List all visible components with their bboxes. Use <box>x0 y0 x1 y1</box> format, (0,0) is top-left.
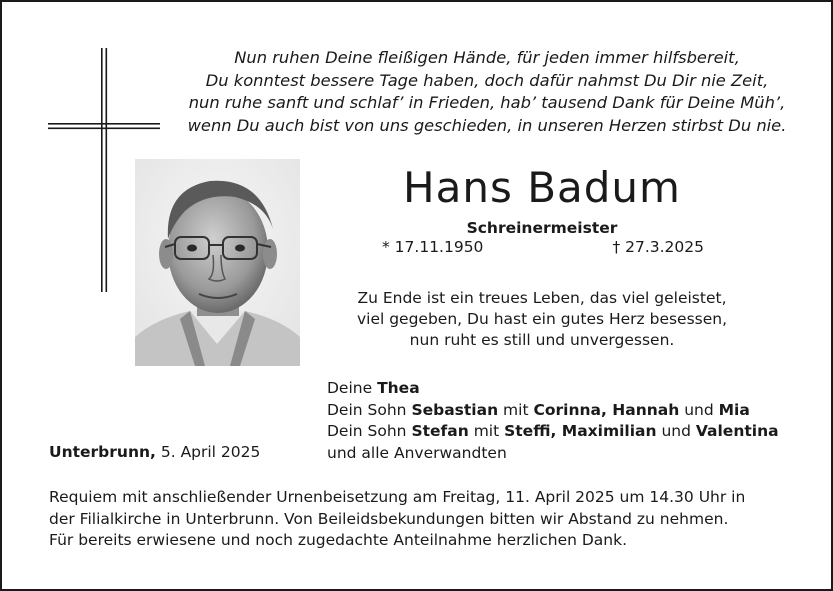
mourner-connector: und <box>656 422 696 440</box>
place-and-date <box>49 442 260 463</box>
mourner-son: Stefan <box>411 422 469 440</box>
requiem-notice <box>49 487 809 552</box>
requiem-line: Requiem mit anschließender Urnenbeisetzung am Freitag, 11. April 2025 um 14.30 Uhr in <box>49 488 746 506</box>
mourners-list <box>327 378 827 464</box>
mourner-partners: Steffi, Maximilian <box>504 422 657 440</box>
place-town: Unterbrunn, <box>49 443 156 461</box>
mourner-wife: Thea <box>377 379 420 397</box>
mourner-son: Sebastian <box>411 400 499 419</box>
mourner-connector: und <box>679 400 719 419</box>
mourner-prefix: Dein Sohn <box>327 400 412 419</box>
mourner-line-son-1 <box>327 400 827 422</box>
mourner-prefix: Dein Sohn <box>327 422 412 440</box>
verse-middle <box>322 288 762 351</box>
mourner-line-son-2 <box>327 421 827 443</box>
verse-top-line: Du konntest bessere Tage haben, doch dafür nahmst Du Dir nie Zeit, <box>205 70 769 90</box>
verse-top-line: nun ruhe sanft und schlaf’ in Frieden, hab’ tausend Dank für Deine Müh’, <box>188 93 786 112</box>
notice-date: 5. April 2025 <box>155 443 261 461</box>
verse-middle-line: viel gegeben, Du hast ein gutes Herz besessen, <box>356 310 728 328</box>
mourner-line-wife <box>327 378 827 400</box>
death-date: † 27.3.2025 <box>612 238 704 256</box>
mourner-connector: mit <box>498 400 534 419</box>
requiem-line: der Filialkirche in Unterbrunn. Von Beileidsbekundungen bitten wir Abstand zu nehmen. <box>49 509 729 528</box>
mourner-last: Valentina <box>695 422 779 440</box>
requiem-line: Für bereits erwiesene und noch zugedachte Anteilnahme herzlichen Dank. <box>49 531 628 549</box>
mourner-line-relatives: und alle Anverwandten <box>327 443 507 462</box>
birth-date: * 17.11.1950 <box>382 238 484 256</box>
verse-middle-line: nun ruht es still und unvergessen. <box>409 331 675 349</box>
mourner-prefix: Deine <box>327 379 378 397</box>
verse-top-line: wenn Du auch bist von uns geschieden, in unseren Herzen stirbst Du nie. <box>187 115 787 135</box>
verse-middle-line: Zu Ende ist ein treues Leben, das viel geleistet, <box>357 289 727 307</box>
deceased-name: Hans Badum <box>403 163 681 212</box>
deceased-profession: Schreinermeister <box>466 219 618 237</box>
portrait-photo <box>135 159 300 366</box>
verse-top <box>172 47 802 137</box>
verse-top-line: Nun ruhen Deine fleißigen Hände, für jeden immer hilfsbereit, <box>234 48 740 67</box>
mourner-last: Mia <box>718 400 750 419</box>
mourner-partners: Corinna, Hannah <box>533 400 680 419</box>
mourner-connector: mit <box>468 422 505 440</box>
life-dates <box>382 236 712 258</box>
